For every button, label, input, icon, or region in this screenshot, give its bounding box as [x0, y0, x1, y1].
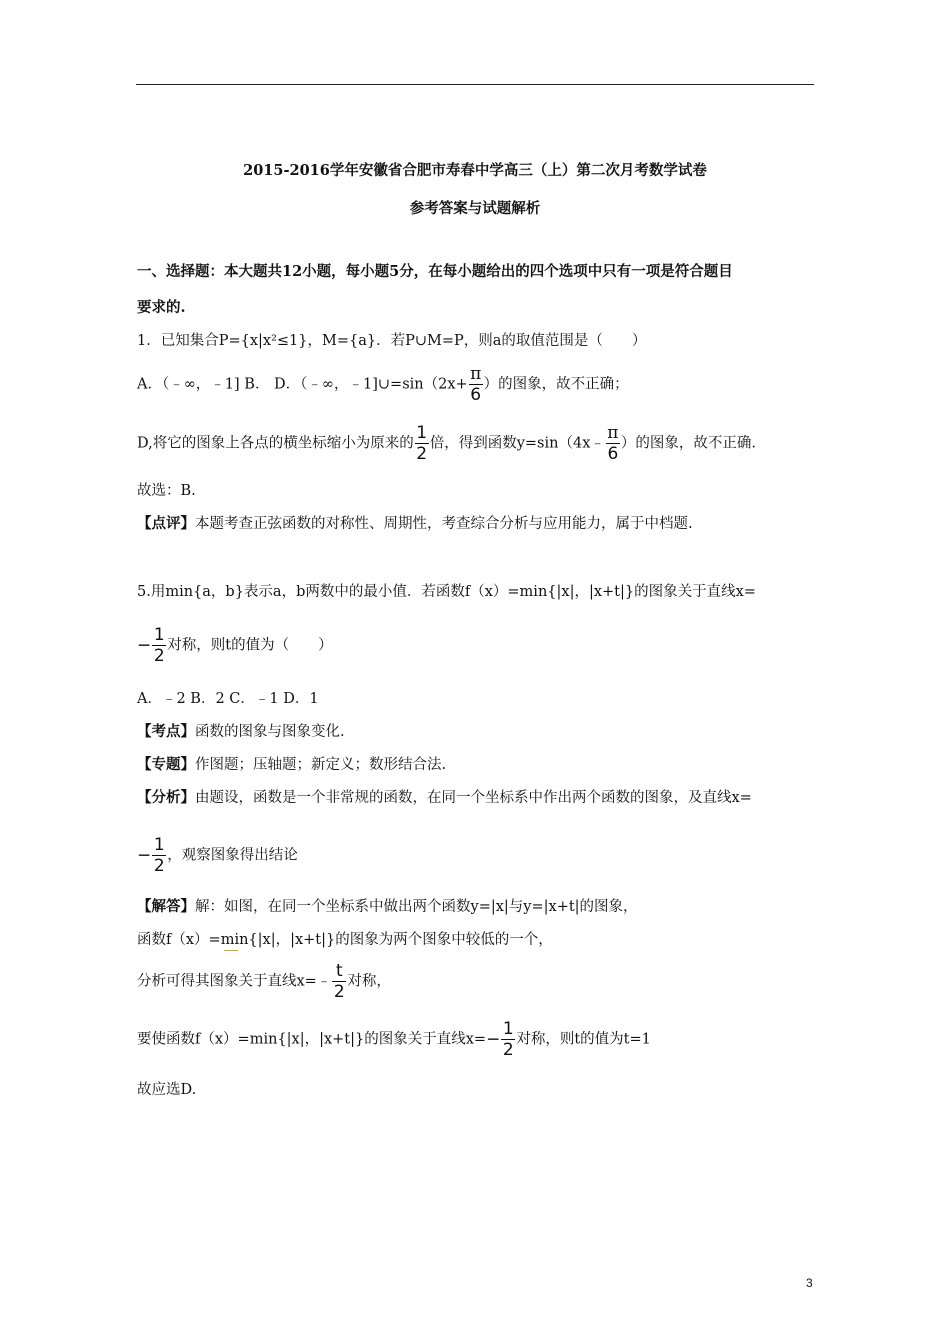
fraction-one-half [415, 423, 429, 464]
numerator: π [607, 423, 619, 443]
header-rule [136, 84, 814, 85]
fraction-t-over-2 [332, 961, 346, 1002]
underline-mark [224, 947, 238, 951]
options-tail: ）的图象，故不正确； [483, 376, 629, 393]
denominator: 2 [502, 1040, 514, 1060]
fraction-one-half [152, 835, 166, 876]
jieda-line4 [137, 1019, 651, 1060]
denominator: 2 [333, 982, 345, 1002]
numerator: t [335, 961, 343, 981]
exam-subtitle: 参考答案与试题解析 [409, 200, 541, 217]
exam-title: 2015-2016学年安徽省合肥市寿春中学高三（上）第二次月考数学试卷 [243, 162, 707, 179]
question-5-stem-continued [137, 625, 333, 666]
fraction-pi-over-6 [606, 423, 620, 464]
line4-post: 对称，则t的值为t=1 [516, 1031, 651, 1048]
numerator: π [470, 364, 482, 384]
fenxi [137, 788, 752, 808]
denominator: 6 [470, 385, 482, 405]
comment-tag: 【点评】 [137, 515, 195, 532]
numerator: 1 [416, 423, 428, 443]
comment-1 [137, 514, 693, 534]
line3-pre: 分析可得其图象关于直线x=﹣ [137, 973, 332, 990]
fenxi-text: 由题设，函数是一个非常规的函数，在同一个坐标系中作出两个函数的图象，及直线x= [195, 790, 752, 806]
kaodian [137, 722, 345, 742]
numerator: 1 [153, 625, 165, 645]
d-pre: D,将它的图象上各点的横坐标缩小为原来的 [137, 435, 414, 452]
minus-sign: − [486, 1029, 501, 1050]
fraction-one-half [152, 625, 166, 666]
line3-post: 对称， [347, 973, 391, 990]
jieda-line5: 故应选D. [137, 1082, 197, 1098]
line4-pre: 要使函数f（x）=min{|x|，|x+t|}的图象关于直线x= [137, 1031, 487, 1048]
jieda-text: 解：如图，在同一个坐标系中做出两个函数y=|x|与y=|x+t|的图象， [195, 899, 638, 915]
denominator: 2 [153, 856, 165, 876]
fraction-one-half [501, 1019, 515, 1060]
kaodian-tag: 【考点】 [137, 723, 195, 740]
option-d-explanation [137, 423, 756, 464]
section-heading-line1: 一、选择题：本大题共12小题，每小题5分，在每小题给出的四个选项中只有一项是符合题目 [137, 263, 733, 280]
question-5-stem: 5.用min{a，b}表示a，b两数中的最小值．若函数f（x）=min{|x|，|x+t|}的图象关于直线x= [137, 584, 756, 600]
section-heading-line2: 要求的. [137, 299, 186, 316]
fraction-pi-over-6 [469, 364, 483, 405]
page-number: 3 [806, 1276, 813, 1290]
minus-sign: − [137, 635, 152, 656]
stem-continued-text: 对称，则t的值为（ ） [167, 637, 333, 654]
denominator: 2 [416, 444, 428, 464]
denominator: 6 [607, 444, 619, 464]
fenxi-tag: 【分析】 [137, 789, 195, 806]
minus-sign: − [137, 845, 152, 866]
question-1-options [137, 364, 629, 405]
options-text: A．（﹣∞，﹣1] B． D．（﹣∞，﹣1]∪=sin（2x+ [137, 376, 468, 393]
fenxi-text2: ，观察图象得出结论 [167, 847, 298, 864]
zhuanti-tag: 【专题】 [137, 756, 195, 773]
numerator: 1 [153, 835, 165, 855]
numerator: 1 [502, 1019, 514, 1039]
zhuanti-text: 作图题；压轴题；新定义；数形结合法. [195, 757, 447, 773]
question-1-stem: 1．已知集合P={x|x²≤1}，M={a}．若P∪M=P，则a的取值范围是（ ） [137, 333, 647, 349]
denominator: 2 [153, 646, 165, 666]
comment-text: 本题考查正弦函数的对称性、周期性，考查综合分析与应用能力，属于中档题. [195, 516, 693, 532]
d-mid: 倍，得到函数y=sin（4x﹣ [429, 435, 605, 452]
jieda-line2: 函数f（x）=min{|x|，|x+t|}的图象为两个图象中较低的一个， [137, 932, 553, 948]
jieda-tag: 【解答】 [137, 898, 195, 915]
d-post: ）的图象，故不正确. [620, 435, 756, 452]
kaodian-text: 函数的图象与图象变化. [195, 724, 345, 740]
jieda-line3 [137, 961, 391, 1002]
answer-choice-1: 故选：B. [137, 483, 196, 499]
fenxi-continued [137, 835, 298, 876]
question-5-options: A．﹣2 B．2 C．﹣1 D．1 [137, 691, 319, 707]
zhuanti [137, 755, 446, 775]
jieda [137, 897, 638, 917]
